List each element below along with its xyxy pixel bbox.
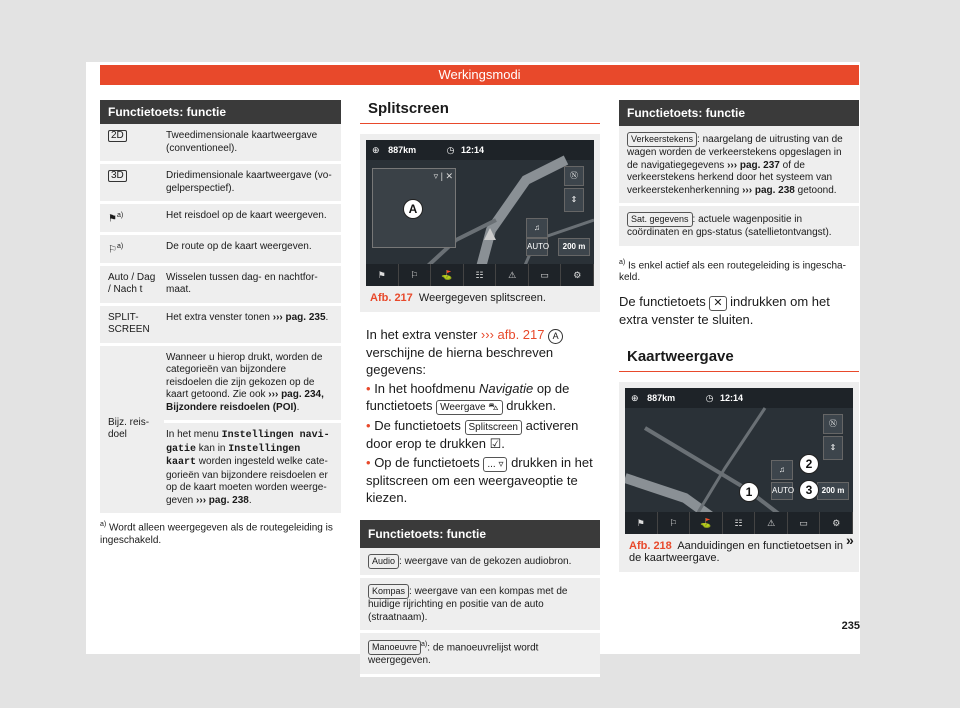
table-header: Functietoets: functie [100, 100, 341, 124]
table-header: Functietoets: functie [360, 520, 600, 548]
compass-key: Kompas [368, 584, 409, 599]
continue-mark: » [846, 532, 854, 548]
dropdown-icon: ▿ [498, 459, 504, 470]
sat-data-key: Sat. gegevens [627, 212, 693, 227]
bullet-1: • In het hoofdmenu Navigatie op de functietoets Weergave ⛍ drukken. [366, 381, 570, 413]
table-row-poi [100, 346, 341, 514]
section-title: Kaartweergave [619, 348, 859, 372]
zoom-icon: ⇕ [823, 436, 843, 460]
row-text: Het extra venster tonen ››› pag. 235. [166, 311, 329, 323]
map-3d-icon: 3D [108, 170, 127, 182]
figure-218 [619, 382, 859, 572]
poi-icon: ⛳ [431, 264, 464, 286]
callout-a-ref: A [548, 329, 563, 344]
table-row: Sat. gegevens : actuele wagenpositie in coördinaten en gps-status (satellietontvangst). [619, 206, 859, 249]
footnote-mark: a) [116, 212, 124, 219]
manoeuvre-key: Manoeuvre [368, 640, 421, 655]
table-header: Functietoets: functie [619, 100, 859, 126]
table-row [100, 235, 341, 266]
distance-label: 887km [647, 392, 676, 403]
time-label: 12:14 [719, 392, 744, 403]
table-row: Kompas : weergave van een kompas met de huidige rijrichting en positie van de auto (straatnaam). [360, 578, 600, 633]
extra-window [372, 168, 456, 248]
row-text: Wisselen tussen dag- en nachtformaat. [166, 271, 318, 296]
row-text: Het reisdoel op de kaart weergeven. [166, 210, 327, 221]
traffic-icon: ⚠ [496, 264, 529, 286]
auto-button: AUTO [526, 238, 548, 256]
tmc-icon: ▭ [788, 512, 821, 534]
poi-icon: ⛳ [690, 512, 723, 534]
bell-icon: ♫ [771, 460, 793, 480]
compass-icon: Ⓝ [823, 414, 843, 434]
callout-3: 3 [799, 480, 819, 500]
settings-icon: ⚙ [820, 512, 853, 534]
compass-icon: Ⓝ [564, 166, 584, 186]
intro-text: In het extra venster ››› afb. 217 A verschijne de hierna beschreven gegevens: [360, 326, 600, 378]
splitscreen-button[interactable]: Splitscreen [465, 420, 522, 435]
extra-window-controls: ▿ | ✕ [433, 171, 453, 181]
flag-icon: ⚑ [366, 264, 399, 286]
map-view-image [625, 388, 853, 534]
time-label: 12:14 [460, 145, 485, 155]
table-row [100, 164, 341, 204]
row-text: In het menu Instellingen navigatie kan in Instellingen kaart worden ingesteld welke categorieën van bijzondere reisdoelen er op de kaart moeten worden weergegeven ››› pag. 238. [166, 429, 330, 506]
clock-icon: ◷ [705, 392, 714, 403]
function-table-2 [360, 520, 600, 677]
map-2d-icon: 2D [108, 130, 127, 142]
table-row [100, 306, 341, 346]
section-banner: Werkingsmodi [100, 65, 859, 85]
table-row [100, 266, 341, 306]
page-number: 235 [841, 620, 860, 632]
clock-icon: ◷ [446, 145, 455, 155]
flag-icon: ⚑ [625, 512, 658, 534]
gps-icon: ⊕ [631, 392, 639, 403]
row-text: De route op de kaart weergeven. [166, 240, 312, 252]
route-icon: ⚐ [399, 264, 432, 286]
table-row: Manoeuvre $^{a)}$: de manoeuvrelijst wordt weergegeven. [360, 633, 600, 677]
callout-2: 2 [799, 454, 819, 474]
car-icon: ⛍ [488, 402, 499, 413]
table-row [100, 124, 341, 164]
row-key: Bijz. reisdoel [108, 416, 150, 441]
figure-217 [360, 134, 600, 312]
footnote: $^{a)}$ Is enkel actief als een routegeleiding is ingeschakeld. [619, 258, 846, 284]
row-text: Driedimensionale kaartweergave (vogelperspectief). [166, 170, 332, 194]
options-icon: ☷ [464, 264, 497, 286]
bullet-3: • Op de functietoets ... ▿ drukken in het splitscreen om een weergaveoptie te kiezen. [366, 455, 593, 505]
table-row [100, 204, 341, 235]
footnote: $^{a)}$ Wordt alleen weergegeven als de routegeleiding is ingeschakeld. [100, 521, 333, 546]
gps-icon: ⊕ [372, 145, 380, 155]
row-key: Auto / Dag / Nach t [108, 271, 156, 296]
row-text: Wanneer u hierop drukt, worden de categorieën van bijzondere reisdoelen die zijn gekozen op de kaart getoond. Zie ook ››› pag. 234, Bijzondere reisdoelen (POI). [164, 346, 341, 424]
options-icon: ☷ [723, 512, 756, 534]
bell-icon: ♫ [526, 218, 548, 238]
table-row: Verkeerstekens : naargelang de uitrusting van de wagen worden de verkeerstekens opgeslagen in de navigatiegegevens ››› pag. 237 of de verkeerstekens herkend door het systeem van verkeerstekenherkenning ››› pag. 238 getoond. [619, 126, 859, 206]
audio-key: Audio [368, 554, 399, 569]
destination-flag-icon: ⚑ [108, 213, 117, 225]
scale-label: 200 m [817, 482, 849, 500]
options-button[interactable]: ... ▿ [483, 457, 507, 472]
tmc-icon: ▭ [529, 264, 562, 286]
callout-1: 1 [739, 482, 759, 502]
section-title: Splitscreen [360, 100, 600, 124]
map-bottom-bar [625, 512, 853, 534]
scale-label: 200 m [558, 238, 590, 256]
callout-a: A [403, 199, 423, 219]
route-flag-icon: ⚐ [108, 244, 117, 256]
settings-icon: ⚙ [561, 264, 594, 286]
map-bottom-bar [366, 264, 594, 286]
close-icon[interactable]: ✕ [709, 296, 726, 311]
auto-button: AUTO [771, 482, 793, 500]
zoom-icon: ⇕ [564, 188, 584, 212]
column-2 [360, 100, 600, 677]
close-instruction: De functietoets ✕ indrukken om het extra venster te sluiten. [619, 293, 830, 327]
footnote-mark: a) [116, 242, 124, 250]
route-icon: ⚐ [658, 512, 691, 534]
figure-caption: Afb. 218 Aanduidingen en functietoetsen in de kaartweergave. [629, 539, 844, 564]
splitscreen-image [366, 140, 594, 286]
checkbox-icon: ☑ [489, 436, 502, 451]
distance-label: 887km [388, 145, 417, 155]
view-button[interactable]: Weergave ⛍ [436, 400, 503, 415]
column-3 [619, 100, 859, 572]
traffic-icon: ⚠ [755, 512, 788, 534]
table-row: Audio : weergave van de gekozen audiobron. [360, 548, 600, 578]
traffic-signs-key: Verkeerstekens [627, 132, 697, 147]
figure-caption: Afb. 217 Weergegeven splitscreen. [370, 292, 546, 304]
row-key: SPLIT-SCREEN [108, 311, 150, 336]
bullet-2: • De functietoets Splitscreen activeren door erop te drukken ☑. [366, 418, 579, 451]
column-1 [100, 100, 341, 547]
row-text: Tweedimensionale kaartweergave (conventioneel). [166, 130, 318, 154]
